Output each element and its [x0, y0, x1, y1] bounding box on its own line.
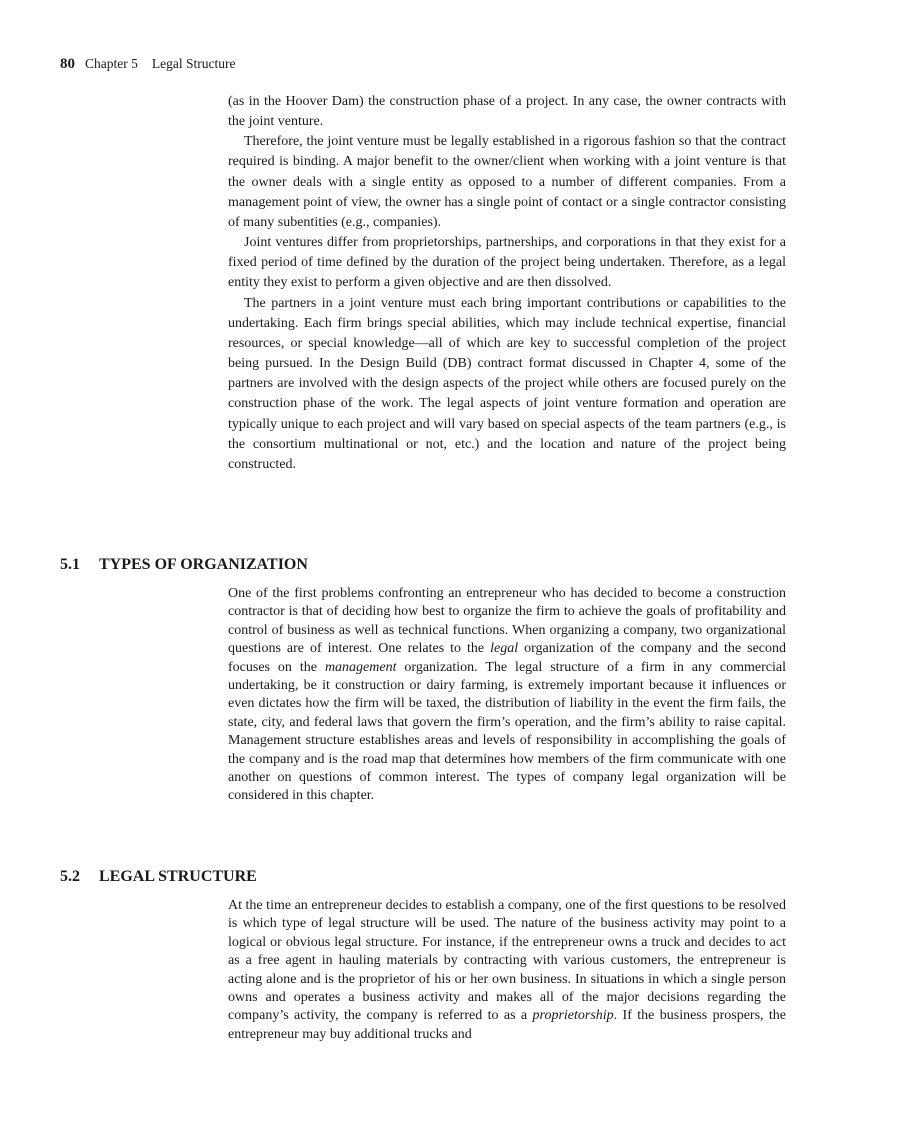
page-number: 80: [60, 56, 75, 72]
paragraph: At the time an entrepreneur decides to establish a company, one of the first questions to be resolved is which type of legal structure will be used. The nature of the business activity may point to a logical or obvious legal structure. For instance, if the entrepreneur owns a truck and decides to act as a free agent in hauling materials by contracting with various customers, the entrepreneur is acting alone and is the proprietor of his or her own business. In situations in which a single person owns and operates a business activity and makes all of the major decisions regarding the company’s activity, the company is referred to as a proprietorship. If the business prospers, the entrepreneur may buy additional trucks and: [228, 898, 787, 1042]
section-title: TYPES OF ORGANIZATION: [99, 556, 308, 573]
chapter-title: Legal Structure: [151, 56, 236, 71]
section-heading-legal-structure: [60, 867, 257, 887]
section-number: 5.2: [60, 868, 80, 885]
paragraph: One of the first problems confronting an entrepreneur who has decided to become a construction contractor is that of deciding how best to organize the firm to achieve the goals of profitability and control of business as well as technical functions. When organizing a company, two organizational questions are of interest. One relates to the legal organization of the company and the second focuses on the management organization. The legal structure of a firm in any commercial undertaking, be it construction or dairy farming, is extremely important because it influences or even dictates how the firm will be taxed, the distribution of liability in the event the firm fails, the state, city, and federal laws that govern the firm’s operation, and the firm’s ability to raise capital. Management structure establishes areas and levels of responsibility in accomplishing the goals of the company and is the road map that determines how members of the firm communicate with one another on questions of common interest. The types of company legal organization will be considered in this chapter.: [228, 586, 787, 804]
section-2-body: [228, 897, 786, 1044]
running-header: [60, 54, 235, 74]
chapter-label: Chapter 5: [85, 56, 138, 71]
section-heading-types-of-organization: [60, 555, 308, 575]
emphasis-management: management: [324, 659, 397, 675]
intro-text-block: [228, 92, 786, 475]
emphasis-legal: legal: [490, 641, 519, 657]
paragraph: Joint ventures differ from proprietorships, partnerships, and corporations in that they exist for a fixed period of time defined by the duration of the project being undertaken. Therefore, as a legal entity they exist to perform a given objective and are then dissolved.: [228, 235, 786, 291]
section-number: 5.1: [60, 556, 80, 573]
paragraph: (as in the Hoover Dam) the construction phase of a project. In any case, the owner contracts with the joint venture.: [228, 94, 786, 130]
paragraph: Therefore, the joint venture must be legally established in a rigorous fashion so that the contract required is binding. A major benefit to the owner/client when working with a joint venture is that the owner deals with a single entity as opposed to a number of different companies. From a management point of view, the owner has a single point of contact or a single contractor consisting of many subentities (e.g., companies).: [228, 134, 786, 230]
section-1-body: [228, 585, 786, 806]
emphasis-proprietorship: proprietorship: [532, 1008, 614, 1024]
paragraph: The partners in a joint venture must each bring important contributions or capabilities to the undertaking. Each firm brings special abilities, which may include technical expertise, financial resources, or special knowledge—all of which are key to successful completion of the project being pursued. In the Design Build (DB) contract format discussed in Chapter 4, some of the partners are involved with the design aspects of the project while others are focused purely on the construction phase of the work. The legal aspects of joint venture formation and operation are typically unique to each project and will vary based on special aspects of the team partners (e.g., is the consortium multinational or not, etc.) and the location and nature of the project being constructed.: [228, 295, 786, 472]
section-title: LEGAL STRUCTURE: [99, 868, 257, 885]
